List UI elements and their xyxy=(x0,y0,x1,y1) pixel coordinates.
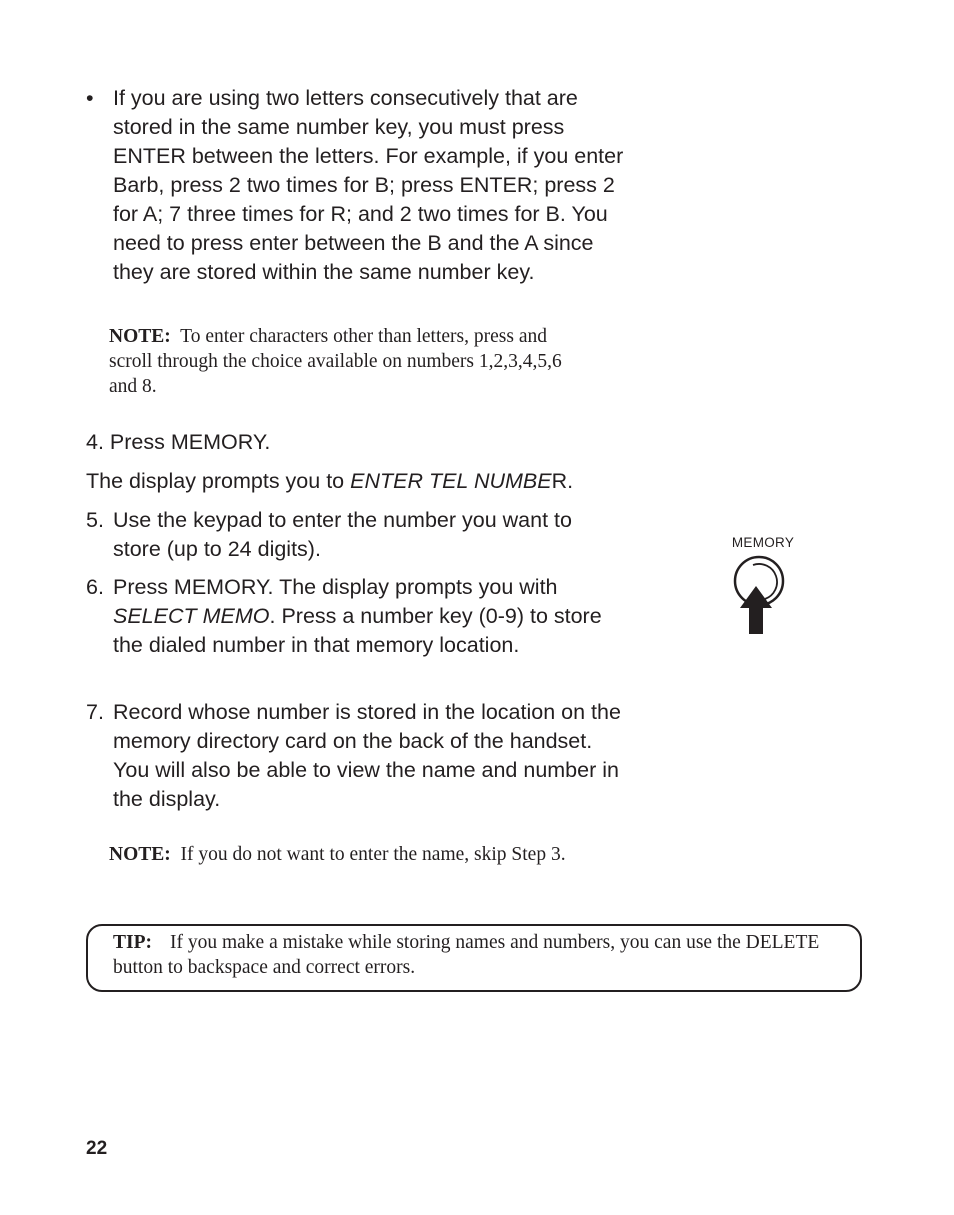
tip-label: TIP: xyxy=(113,932,152,953)
display-message: SELECT MEMO xyxy=(113,604,270,628)
note-text: If you do not want to enter the name, skip Step 3. xyxy=(180,844,566,865)
display-prompt-end: R. xyxy=(551,469,574,493)
step-text: Record whose number is stored in the location on the memory directory card on the back of the handset. You will also be able to view the name and number in the display. xyxy=(113,700,621,811)
bullet-symbol: • xyxy=(86,86,94,110)
step-5 xyxy=(86,506,621,564)
bullet-text: If you are using two letters consecutively that are stored in the same number key, you must press ENTER between the letters. For example, if you enter Barb, press 2 two times for B; press ENTER; press 2 for A; 7 three times for R; and 2 two times for B. You need to press enter between the B and the A since they are stored within the same number key. xyxy=(113,86,624,284)
step-text: Use the keypad to enter the number you want to store (up to 24 digits). xyxy=(113,508,572,561)
note-skip-name xyxy=(109,842,609,867)
memory-label: MEMORY xyxy=(731,535,795,550)
tip-box xyxy=(86,924,862,992)
step-number: 6. xyxy=(86,575,104,599)
memory-button-press-icon xyxy=(718,553,808,637)
step-text-end: . Press a number key (0-9) to store the dialed number in that memory location. xyxy=(113,604,602,657)
step-text-start: Press MEMORY. The display prompts you with xyxy=(113,575,558,599)
step-text xyxy=(113,573,621,660)
display-prompt xyxy=(86,467,573,496)
step-6 xyxy=(86,573,621,660)
bullet-item xyxy=(86,84,626,287)
note-text: To enter characters other than letters, press and scroll through the choice available on numbers 1,2,3,4,5,6 and 8. xyxy=(109,326,562,397)
note-characters xyxy=(109,324,579,399)
tip-text: If you make a mistake while storing names and numbers, you can use the DELETE button to backspace and correct errors. xyxy=(113,932,820,978)
page-number: 22 xyxy=(86,1138,108,1159)
memory-button-figure xyxy=(718,535,808,645)
step-7 xyxy=(86,698,621,814)
step-number: 7. xyxy=(86,700,104,724)
display-prompt-text: The display prompts you to xyxy=(86,469,351,493)
step-number: 5. xyxy=(86,508,104,532)
note-label: NOTE: xyxy=(109,326,171,347)
step-4: 4. Press MEMORY. xyxy=(86,430,271,454)
note-label: NOTE: xyxy=(109,844,171,865)
display-prompt-message: ENTER TEL NUMBE xyxy=(350,469,552,493)
tip-content xyxy=(113,930,843,980)
